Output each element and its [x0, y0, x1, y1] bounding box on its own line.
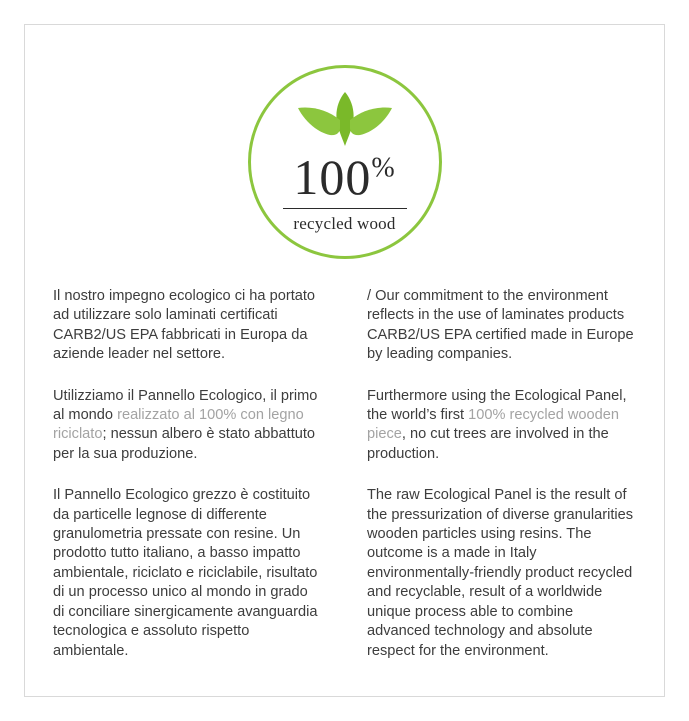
percent-value — [293, 149, 396, 205]
it-p2-lead: Utilizziamo il Pannello Ecologico, il primo al mondo — [53, 387, 318, 424]
en-p2-highlight: 100% recycled wooden piece — [367, 407, 620, 443]
logo-container — [25, 65, 664, 259]
percent-symbol: % — [371, 152, 396, 184]
italian-column — [53, 287, 323, 661]
percent-number: 100 — [293, 149, 372, 205]
it-paragraph-3: Il Pannello Ecologico grezzo è costituito da particelle legnose di differente granulometria pressate con resine. Un prodotto tutto italiano, a basso impatto ambientale, riciclato e riciclabile, risultato di un processo unico al mondo in grado di conciliare sinergicamente avanguardia tecnologica e assoluto rispetto ambientale. — [53, 487, 318, 659]
it-p2-tail: ; nessun albero è stato abbattuto per la sua produzione. — [53, 426, 316, 462]
text-columns — [53, 287, 638, 661]
en-paragraph-3: The raw Ecological Panel is the result of the pressurization of diverse granularities wooden particles using resins. The outcome is a made in Italy environmentally-friendly product recycled and recyclable, result of a worldwide unique process able to combine advanced technology and absolute respect for the environment. — [367, 487, 634, 659]
en-p2-tail: , no cut trees are involved in the production. — [367, 426, 609, 462]
english-column — [367, 287, 637, 661]
recycled-wood-logo — [248, 65, 442, 259]
three-leaves-icon — [290, 90, 400, 148]
it-paragraph-1: Il nostro impegno ecologico ci ha portato ad utilizzare solo laminati certificati CARB2/US EPA fabbricati in Europa da aziende leader nel settore. — [53, 288, 316, 363]
en-paragraph-2 — [367, 387, 637, 465]
logo-divider — [283, 208, 407, 209]
logo-caption: recycled wood — [293, 214, 396, 233]
it-p2-highlight: realizzato al 100% con legno riciclato — [53, 407, 304, 443]
it-paragraph-2 — [53, 387, 323, 465]
en-paragraph-1: / Our commitment to the environment reflects in the use of laminates products CARB2/US EPA certified made in Europe by leading companies. — [367, 288, 634, 363]
en-p2-lead: Furthermore using the Ecological Panel, the world’s first — [367, 387, 627, 424]
content-frame — [24, 24, 665, 697]
